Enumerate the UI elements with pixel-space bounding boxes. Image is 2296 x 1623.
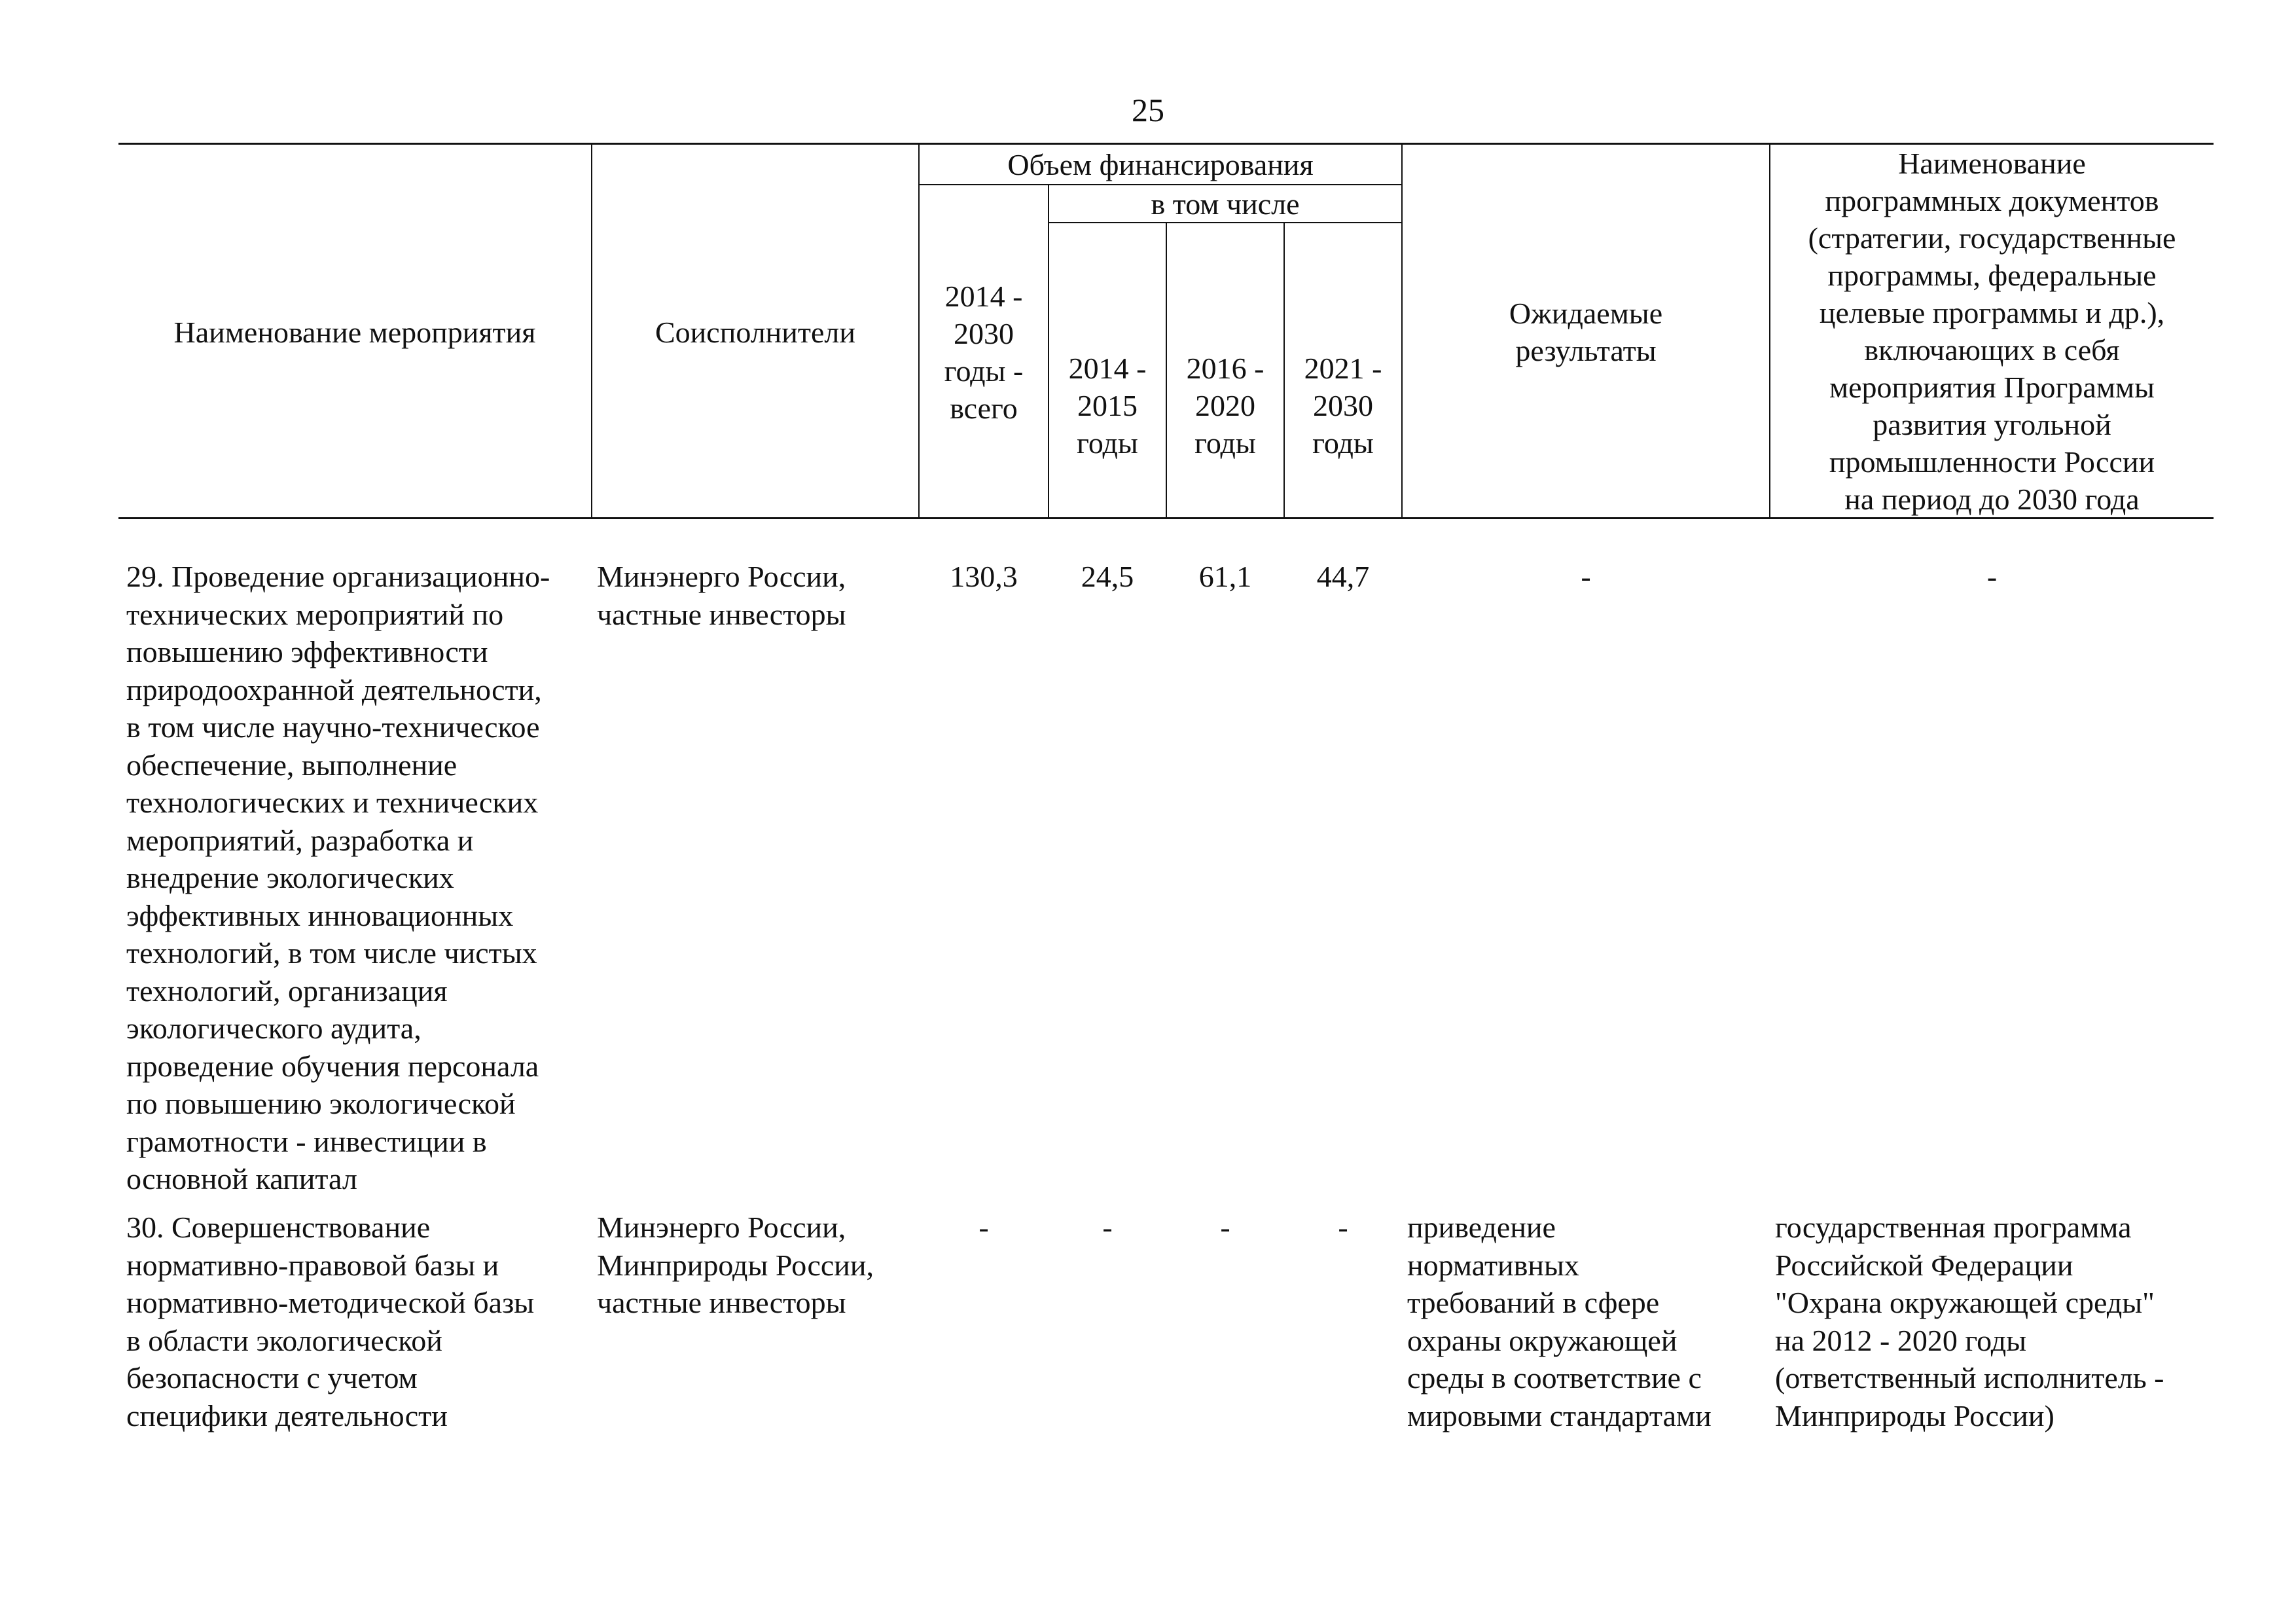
row-documents: - [1986, 560, 1998, 593]
row-results: приведение нормативных требований в сфере охраны окружающей среды в соответствие с мировыми стандартами [1407, 1211, 1712, 1432]
header-funding-volume: Объем финансирования [1007, 147, 1314, 181]
table-header [118, 143, 2214, 519]
row-coexecutors: Минэнерго России, Минприроды России, частные инвесторы [597, 1211, 874, 1319]
row-total: 130,3 [950, 560, 1018, 593]
row-period-1: - [1102, 1211, 1113, 1244]
row-period-2: 61,1 [1198, 560, 1252, 593]
row-documents: государственная программа Российской Федерации "Охрана окружающей среды" на 2012 - 2020 годы (ответственный исполнитель - Минприроды России) [1775, 1211, 2164, 1432]
row-period-2: - [1220, 1211, 1230, 1244]
row-period-3: - [1338, 1211, 1348, 1244]
row-period-1: 24,5 [1081, 560, 1134, 593]
row-total: - [978, 1211, 989, 1244]
row-activity: 30. Совершенствование нормативно-правовой базы и нормативно-методической базы в области экологической безопасности с учетом специфики деятельности [126, 1211, 535, 1432]
row-activity: 29. Проведение организационно- технических мероприятий по повышению эффективности природоохранной деятельности, в том числе научно-техническое обеспечение, выполнение технологических и технических мероприятий, разработка и внедрение экологических эффективных инновационных технологий, в том числе чистых технологий, организация экологического аудита, проведение обучения персонала по повышению экологической грамотности - инвестиции в основной капитал [126, 560, 550, 1195]
row-results: - [1581, 560, 1591, 593]
header-period-2: 2016 - 2020 годы [1186, 352, 1265, 460]
header-results: Ожидаемые результаты [1509, 297, 1663, 367]
header-coexecutors: Соисполнители [655, 315, 855, 349]
header-total: 2014 - 2030 годы - всего [944, 280, 1024, 425]
header-including: в том числе [1151, 187, 1300, 221]
header-period-3: 2021 - 2030 годы [1304, 352, 1382, 460]
header-period-1: 2014 - 2015 годы [1068, 352, 1147, 460]
header-activity: Наименование мероприятия [173, 315, 536, 349]
page-number: 25 [1132, 92, 1164, 128]
row-period-3: 44,7 [1316, 560, 1370, 593]
header-documents: Наименование программных документов (стратегии, государственные программы, федеральные целевые программы и др.), включающих в себя мероприятия Программы развития угольной промышленности России на период до 2030 года [1808, 147, 2176, 516]
row-coexecutors: Минэнерго России, частные инвесторы [597, 560, 846, 631]
